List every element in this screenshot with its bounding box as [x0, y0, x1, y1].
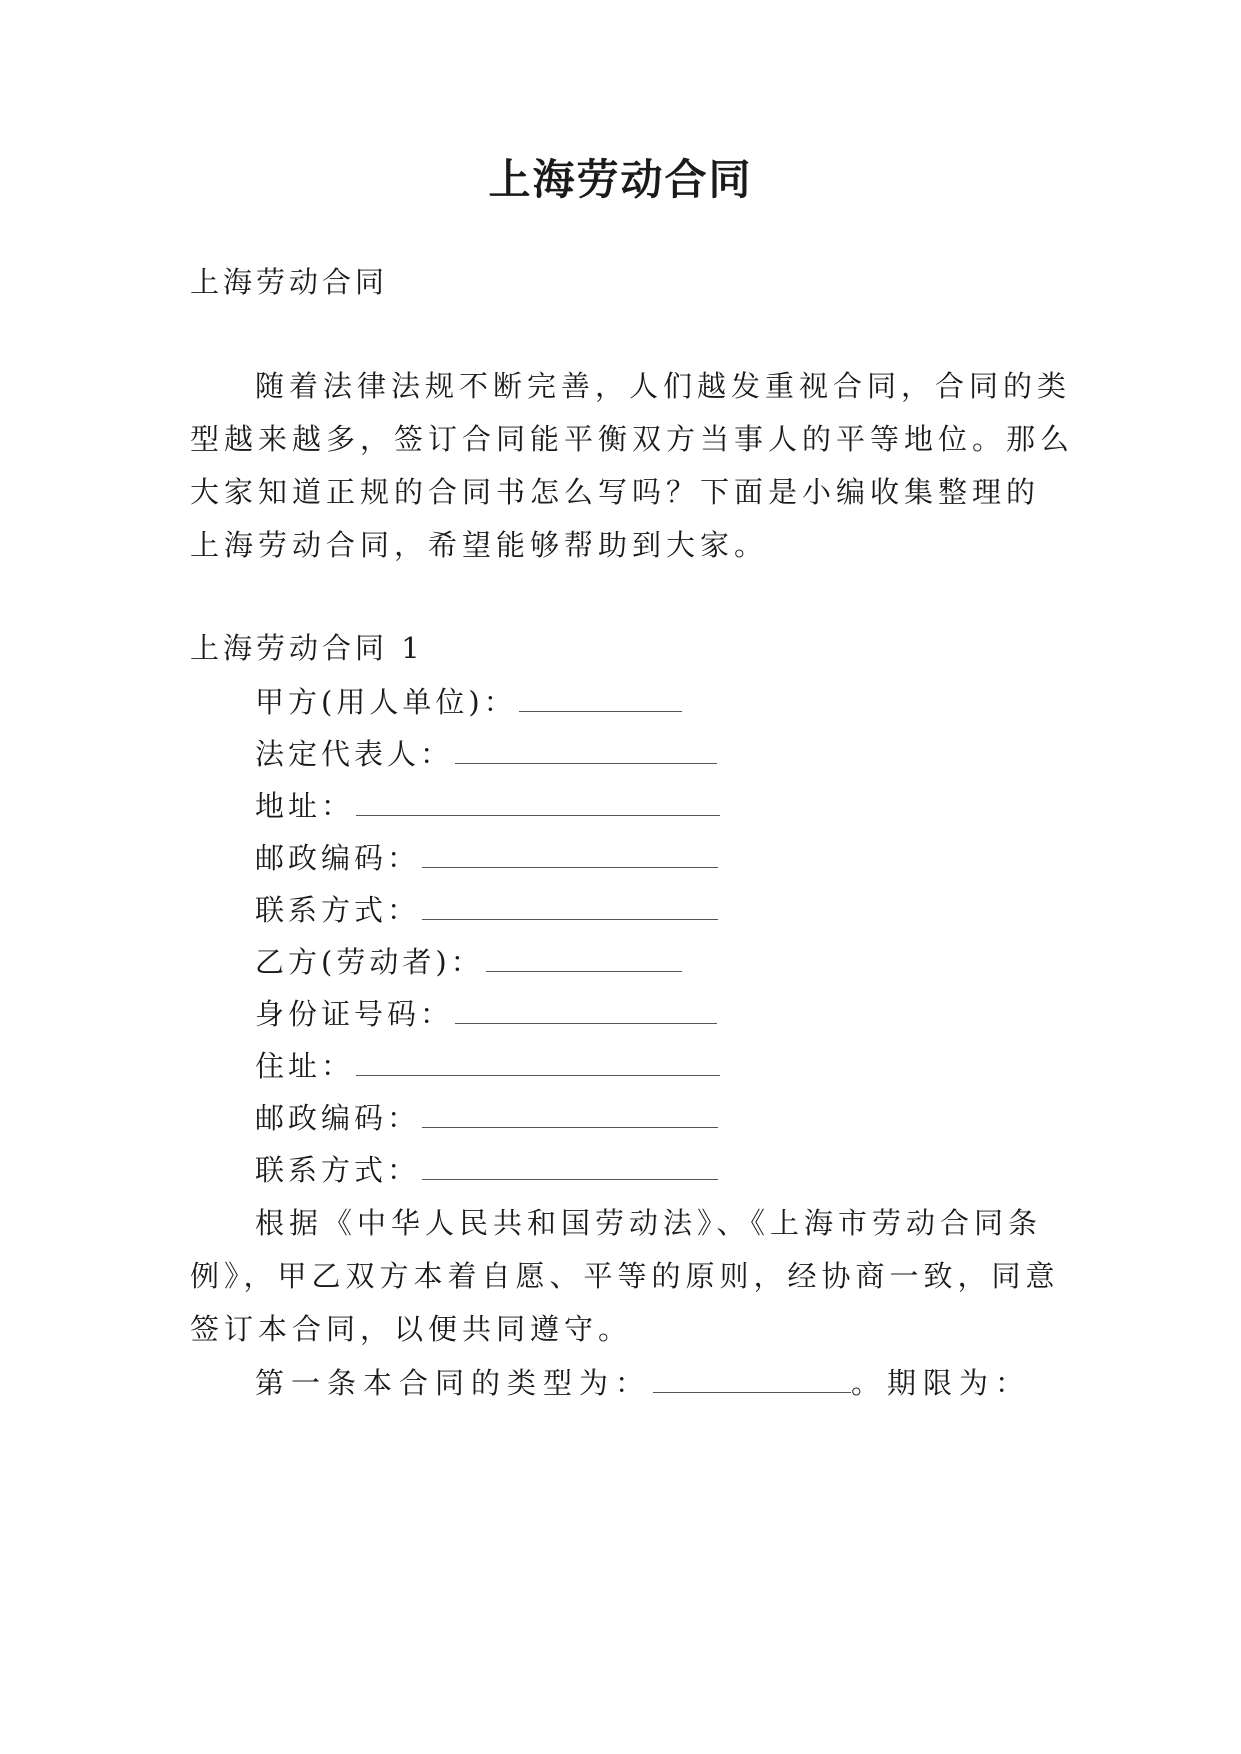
contact-a-row: [255, 890, 718, 930]
postcode-a-row: [255, 838, 718, 878]
article-one-row: [255, 1363, 1031, 1403]
party-b-row: [255, 942, 682, 982]
section-heading: 上海劳动合同 1: [190, 631, 424, 665]
article-one-suffix: 。期限为：: [851, 1366, 1032, 1400]
postcode-b-blank[interactable]: [422, 1099, 718, 1128]
postcode-b-label: 邮政编码：: [255, 1101, 421, 1135]
residence-label: 住址：: [255, 1049, 355, 1083]
postcode-a-label: 邮政编码：: [255, 841, 421, 875]
intro-line-4: 上海劳动合同，希望能够帮助到大家。: [190, 528, 769, 562]
postcode-a-blank[interactable]: [422, 839, 718, 868]
article-one-prefix: 第一条本合同的类型为：: [255, 1366, 652, 1400]
party-a-blank[interactable]: [519, 683, 682, 712]
party-a-row: [255, 682, 682, 722]
intro-line-1: 随着法律法规不断完善，人们越发重视合同，合同的类: [255, 369, 1072, 403]
document-subtitle: 上海劳动合同: [190, 265, 389, 299]
basis-line-1: 根据《中华人民共和国劳动法》、《上海市劳动合同条: [255, 1206, 1043, 1240]
legal-rep-row: [255, 734, 717, 774]
legal-rep-label: 法定代表人：: [255, 737, 454, 771]
intro-line-3: 大家知道正规的合同书怎么写吗？下面是小编收集整理的: [190, 475, 1041, 509]
legal-rep-blank[interactable]: [455, 735, 717, 764]
party-a-label: 甲方(用人单位)：: [255, 685, 517, 719]
id-number-row: [255, 994, 717, 1034]
contact-b-row: [255, 1150, 718, 1190]
intro-line-2: 型越来越多，签订合同能平衡双方当事人的平等地位。那么: [190, 422, 1075, 456]
address-a-label: 地址：: [255, 789, 355, 823]
contact-a-blank[interactable]: [422, 891, 718, 920]
contact-b-blank[interactable]: [422, 1151, 718, 1180]
basis-line-3: 签订本合同，以便共同遵守。: [190, 1312, 633, 1346]
postcode-b-row: [255, 1098, 718, 1138]
address-a-row: [255, 786, 720, 826]
contact-b-label: 联系方式：: [255, 1153, 421, 1187]
basis-line-2: 例》，甲乙双方本着自愿、平等的原则，经协商一致，同意: [190, 1259, 1060, 1293]
party-b-blank[interactable]: [486, 943, 682, 972]
id-number-label: 身份证号码：: [255, 997, 454, 1031]
residence-blank[interactable]: [356, 1047, 720, 1076]
contact-a-label: 联系方式：: [255, 893, 421, 927]
contract-type-blank[interactable]: [653, 1364, 851, 1393]
document-title: 上海劳动合同: [488, 155, 753, 204]
id-number-blank[interactable]: [455, 995, 717, 1024]
address-a-blank[interactable]: [356, 787, 720, 816]
party-b-label: 乙方(劳动者)：: [255, 945, 484, 979]
residence-row: [255, 1046, 720, 1086]
